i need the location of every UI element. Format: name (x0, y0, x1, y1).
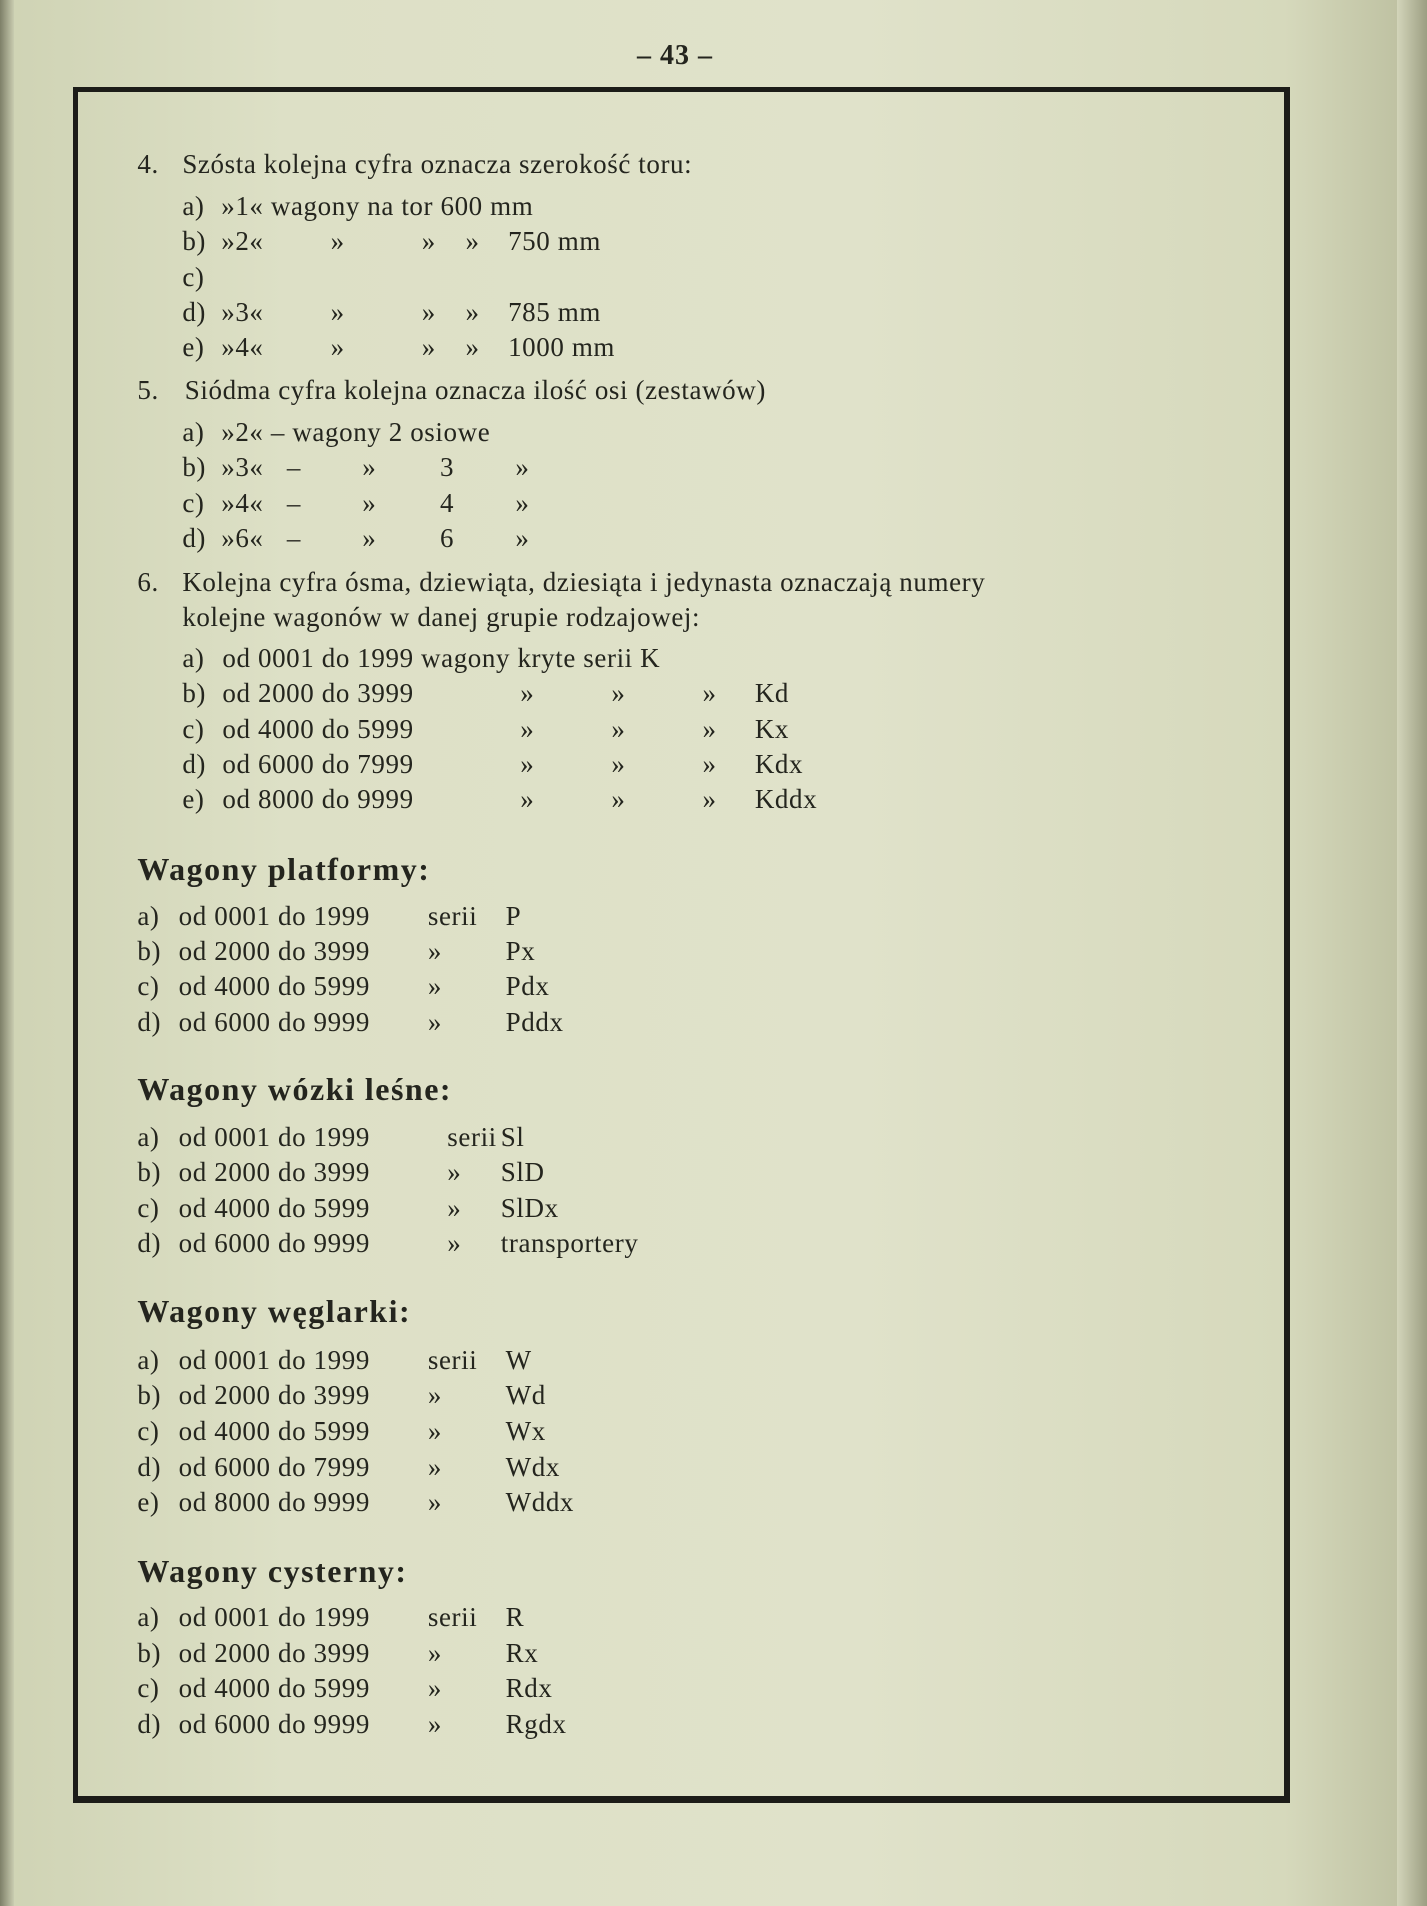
list-item-text: Kd (754, 678, 790, 709)
list-marker: c) (137, 1672, 160, 1703)
list-item-text: » (421, 332, 436, 363)
page-edge (1397, 0, 1427, 1906)
list-marker: d) (137, 1227, 162, 1258)
list-item-text: »2« (221, 226, 264, 257)
list-item-text: » (362, 487, 377, 518)
section-heading: Wagony węglarki: (137, 1293, 412, 1330)
list-item-text: » (330, 226, 345, 257)
section-heading: Wagony cysterny: (137, 1553, 408, 1590)
list-item-text: »2« – wagony 2 osiowe (221, 417, 491, 448)
list-item-text: od 2000 do 3999 (178, 936, 370, 967)
list-marker: e) (182, 784, 205, 815)
list-marker: c) (182, 713, 205, 744)
list-item-text: » (465, 332, 480, 363)
list-marker: d) (182, 522, 207, 553)
list-marker: d) (182, 748, 207, 779)
list-item-text: od 4000 do 5999 (222, 713, 414, 744)
list-item-text: – (286, 487, 301, 518)
list-item-text: » (427, 1672, 442, 1703)
list-item-text: serii (427, 900, 478, 931)
list-item-text: Szósta kolejna cyfra oznacza szerokość toru: (182, 148, 693, 179)
list-item-text: » (427, 1379, 442, 1410)
list-item-text: » (447, 1227, 462, 1258)
list-marker: a) (182, 417, 205, 448)
list-item-text: » (427, 971, 442, 1002)
list-item-text: od 0001 do 1999 (178, 1344, 370, 1375)
list-marker: b) (137, 1157, 162, 1188)
list-item-text: Kdx (754, 748, 804, 779)
list-item-text: 3 (440, 452, 455, 483)
section-heading: Wagony wózki leśne: (137, 1070, 453, 1107)
list-item-text: »4« (221, 332, 264, 363)
list-marker: d) (137, 1006, 162, 1037)
list-item-text: 785 mm (508, 296, 601, 327)
list-item-text: od 0001 do 1999 wagony kryte serii K (222, 643, 661, 674)
list-marker: 5. (137, 374, 159, 405)
list-item-text: » (447, 1192, 462, 1223)
list-item-text: Kolejna cyfra ósma, dziewiąta, dziesiąta i jedynasta oznaczają numery (182, 566, 986, 597)
list-item-text: » (611, 748, 626, 779)
list-marker: c) (137, 971, 160, 1002)
list-item-text: » (362, 452, 377, 483)
list-marker: c) (137, 1416, 160, 1447)
list-item-text: » (611, 713, 626, 744)
list-item-text: 6 (440, 522, 455, 553)
list-item-text: » (520, 748, 535, 779)
list-item-text: 750 mm (508, 226, 601, 257)
list-marker: c) (182, 487, 205, 518)
list-marker: a) (182, 643, 205, 674)
list-item-text: » (447, 1157, 462, 1188)
list-marker: b) (137, 1379, 162, 1410)
list-item-text: Pdx (505, 971, 550, 1002)
list-item-text: od 0001 do 1999 (178, 900, 370, 931)
list-item-text: »3« (221, 296, 264, 327)
list-item-text: od 6000 do 9999 (178, 1227, 370, 1258)
list-marker: a) (182, 191, 205, 222)
list-item-text: serii (427, 1344, 478, 1375)
list-item-text: Siódma cyfra kolejna oznacza ilość osi (zestawów) (184, 374, 766, 405)
list-item-text: Rdx (505, 1672, 553, 1703)
list-item-text: W (505, 1344, 532, 1375)
list-marker: 6. (137, 566, 159, 597)
list-item-text: transportery (500, 1227, 639, 1258)
list-item-text: » (421, 226, 436, 257)
list-item-text: » (515, 522, 530, 553)
list-item-text: serii (447, 1122, 497, 1153)
list-marker: a) (137, 1122, 160, 1153)
list-item-text: Wd (505, 1379, 546, 1410)
list-item-text: » (520, 713, 535, 744)
list-item-text: 1000 mm (508, 332, 616, 363)
list-item-text: od 2000 do 3999 (222, 678, 414, 709)
list-marker: c) (137, 1192, 160, 1223)
list-item-text: » (702, 713, 717, 744)
list-item-text: serii (427, 1602, 478, 1633)
list-marker: b) (182, 452, 207, 483)
list-item-text: – (286, 522, 301, 553)
list-item-text: »6« (221, 522, 264, 553)
list-item-text: Pddx (505, 1006, 564, 1037)
list-item-text: SlD (500, 1157, 545, 1188)
list-item-text: Rgdx (505, 1709, 567, 1740)
list-marker: e) (137, 1486, 160, 1517)
page-number: – 43 – (637, 40, 713, 71)
list-item-text: » (421, 296, 436, 327)
book-spine-shadow (0, 0, 14, 1906)
list-item-text: » (427, 1709, 442, 1740)
list-item-text: od 6000 do 7999 (178, 1451, 370, 1482)
list-item-text: Wddx (505, 1486, 575, 1517)
list-marker: b) (137, 936, 162, 967)
list-marker: b) (182, 226, 207, 257)
list-item-text: Sl (500, 1122, 525, 1153)
list-item-text: od 4000 do 5999 (178, 971, 370, 1002)
list-item-text: » (330, 296, 345, 327)
list-item-text: 4 (440, 487, 455, 518)
list-item-text: » (427, 936, 442, 967)
list-item-text: » (515, 452, 530, 483)
list-item-text: Kx (754, 713, 790, 744)
list-marker: d) (182, 296, 207, 327)
list-marker: b) (182, 678, 207, 709)
list-item-text: kolejne wagonów w danej grupie rodzajowej: (182, 601, 701, 632)
list-marker: a) (137, 900, 160, 931)
list-item-text: » (427, 1486, 442, 1517)
list-item-text: od 2000 do 3999 (178, 1379, 370, 1410)
list-item-text: » (362, 522, 377, 553)
list-item-text: » (520, 784, 535, 815)
list-item-text: R (505, 1602, 525, 1633)
list-item-text: » (520, 678, 535, 709)
list-item-text: » (427, 1637, 442, 1668)
list-item-text: od 0001 do 1999 (178, 1602, 370, 1633)
list-item-text: Wdx (505, 1451, 560, 1482)
list-marker: b) (137, 1637, 162, 1668)
list-item-text: od 6000 do 7999 (222, 748, 414, 779)
list-marker: d) (137, 1451, 162, 1482)
list-item-text: » (702, 678, 717, 709)
list-marker: d) (137, 1709, 162, 1740)
list-item-text: Kddx (754, 784, 818, 815)
list-item-text: » (702, 748, 717, 779)
list-item-text: od 0001 do 1999 (178, 1122, 370, 1153)
list-marker: a) (137, 1602, 160, 1633)
list-item-text: od 4000 do 5999 (178, 1672, 370, 1703)
list-item-text: od 6000 do 9999 (178, 1709, 370, 1740)
list-item-text: »3« (221, 452, 264, 483)
list-item-text: P (505, 900, 522, 931)
list-item-text: od 2000 do 3999 (178, 1157, 370, 1188)
list-item-text: od 4000 do 5999 (178, 1192, 370, 1223)
section-heading: Wagony platformy: (137, 850, 431, 887)
list-item-text: » (427, 1416, 442, 1447)
list-item-text: » (330, 332, 345, 363)
list-item-text: » (465, 296, 480, 327)
list-item-text: – (286, 452, 301, 483)
list-marker: c) (182, 261, 205, 292)
list-marker: 4. (137, 148, 159, 179)
list-item-text: Wx (505, 1416, 546, 1447)
list-item-text: od 6000 do 9999 (178, 1006, 370, 1037)
list-item-text: od 2000 do 3999 (178, 1637, 370, 1668)
list-item-text: od 8000 do 9999 (222, 784, 414, 815)
list-marker: e) (182, 332, 205, 363)
list-item-text: » (427, 1006, 442, 1037)
list-item-text: » (465, 226, 480, 257)
list-item-text: Px (505, 936, 536, 967)
list-item-text: » (611, 678, 626, 709)
list-item-text: od 4000 do 5999 (178, 1416, 370, 1447)
list-item-text: »1« wagony na tor 600 mm (221, 191, 534, 222)
list-item-text: » (515, 487, 530, 518)
list-marker: a) (137, 1344, 160, 1375)
list-item-text: SlDx (500, 1192, 559, 1223)
list-item-text: » (611, 784, 626, 815)
list-item-text: od 8000 do 9999 (178, 1486, 370, 1517)
list-item-text: » (702, 784, 717, 815)
list-item-text: »4« (221, 487, 264, 518)
list-item-text: Rx (505, 1637, 539, 1668)
list-item-text: » (427, 1451, 442, 1482)
